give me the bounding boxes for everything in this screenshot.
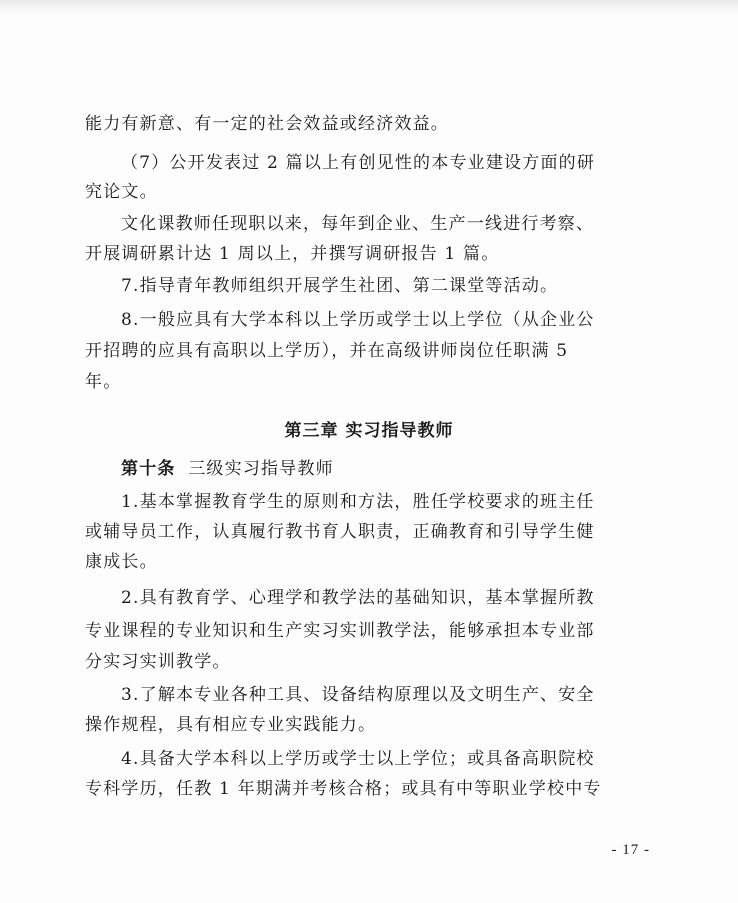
- item-line: 1.基本掌握教育学生的原则和方法，胜任学校要求的班主任: [121, 492, 595, 512]
- document-body: [85, 0, 657, 903]
- article-heading: [85, 459, 657, 479]
- paragraph-line: 究论文。: [85, 182, 158, 202]
- item-line: 4.具备大学本科以上学历或学士以上学位；或具备高职院校: [121, 749, 595, 769]
- paragraph-line: 能力有新意、有一定的社会效益或经济效益。: [85, 114, 449, 134]
- item-line: 3.了解本专业各种工具、设备结构原理以及文明生产、安全: [121, 685, 595, 705]
- item-line: 专科学历，任教 1 年期满并考核合格；或具有中等职业学校中专: [85, 779, 602, 799]
- paragraph-line: 年。: [85, 372, 122, 392]
- item-line: 康成长。: [85, 552, 158, 572]
- paragraph-line: 8.一般应具有大学本科以上学历或学士以上学位（从企业公: [121, 310, 595, 330]
- paragraph-text: （7）公开发表过 2 篇以上有创见性的本专业建设方面的研: [121, 153, 596, 173]
- item-line: 操作规程，具有相应专业实践能力。: [85, 715, 377, 735]
- paragraph-line: 开招聘的应具有高职以上学历），并在高级讲师岗位任职满 5: [85, 341, 569, 361]
- paragraph-line: 开展调研累计达 1 周以上，并撰写调研报告 1 篇。: [85, 244, 500, 264]
- chapter-title: 第三章 实习指导教师: [284, 421, 454, 441]
- article-number: 第十条: [121, 459, 176, 479]
- item-line: 2.具有教育学、心理学和教学法的基础知识，基本掌握所教: [121, 588, 595, 608]
- page-number: - 17 -: [611, 842, 650, 858]
- paragraph-line: 文化课教师任现职以来，每年到企业、生产一线进行考察、: [121, 214, 595, 234]
- item-line: 分实习实训教学。: [85, 652, 231, 672]
- item-line: 或辅导员工作，认真履行教书育人职责，正确教育和引导学生健: [85, 522, 595, 542]
- article-title: 三级实习指导教师: [188, 459, 334, 479]
- paragraph-line: 7.指导青年教师组织开展学生社团、第二课堂等活动。: [121, 276, 559, 296]
- item-line: 专业课程的专业知识和生产实习实训教学法，能够承担本专业部: [85, 621, 595, 641]
- paragraph-line: [85, 153, 657, 173]
